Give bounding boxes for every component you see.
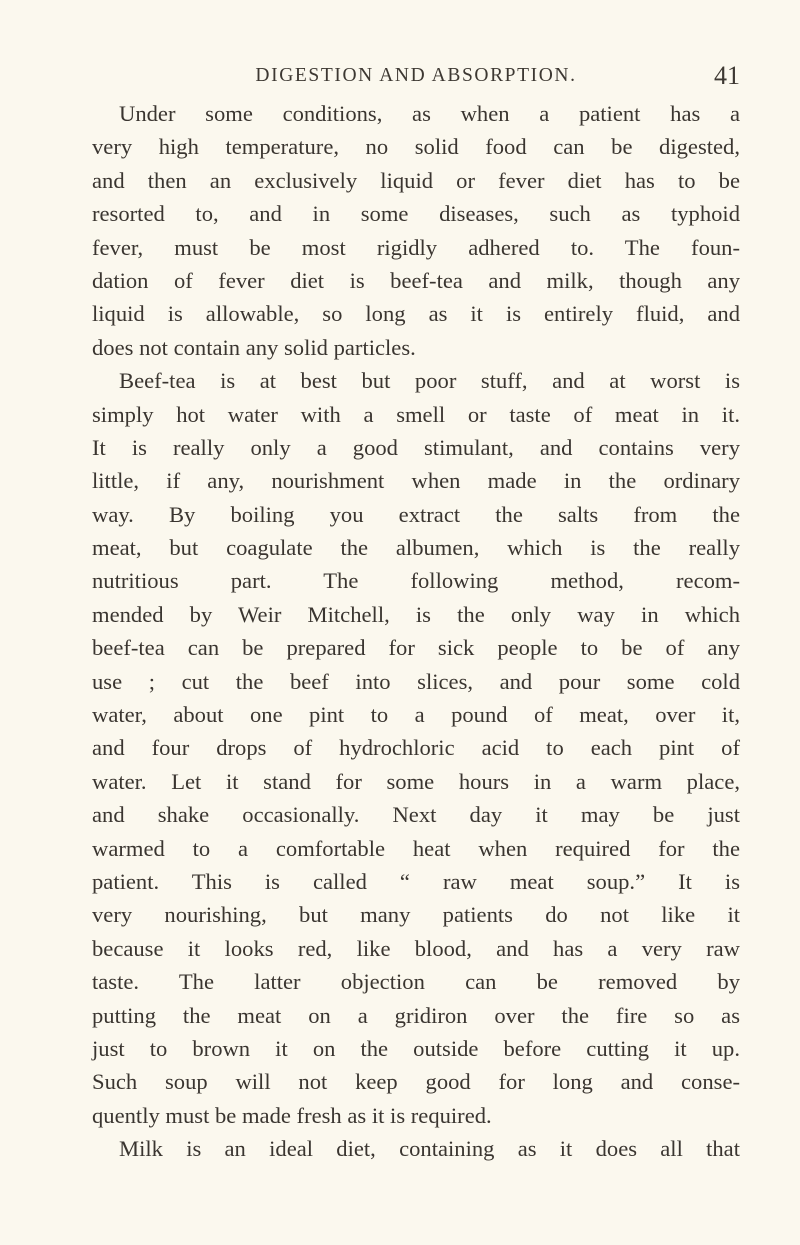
text-line: little, if any, nourishment when made in the ordinary [92, 468, 740, 494]
text-line: water, about one pint to a pound of meat, over it, [92, 702, 740, 728]
text-line: Milk is an ideal diet, containing as it does all that [119, 1136, 740, 1162]
text-line: way. By boiling you extract the salts from the [92, 501, 740, 527]
text-line: Beef-tea is at best but poor stuff, and at worst is [119, 368, 740, 394]
text-line: quently must be made fresh as it is required. [92, 1102, 492, 1128]
running-head [92, 60, 740, 92]
text-line: and four drops of hydrochloric acid to each pint of [92, 735, 740, 761]
text-line: very nourishing, but many patients do not like it [92, 902, 740, 928]
text-line: beef-tea can be prepared for sick people to be of any [92, 635, 740, 661]
text-line: and shake occasionally. Next day it may be just [92, 802, 740, 828]
body-text [92, 97, 740, 1166]
text-line: use ; cut the beef into slices, and pour some cold [92, 668, 740, 694]
text-line: and then an exclusively liquid or fever diet has to be [92, 167, 740, 193]
running-title: DIGESTION AND ABSORPTION. [255, 65, 577, 86]
text-line: fever, must be most rigidly adhered to. The foun- [92, 234, 740, 260]
text-line: resorted to, and in some diseases, such as typhoid [92, 201, 740, 227]
text-line: putting the meat on a gridiron over the fire so as [92, 1002, 740, 1028]
text-line: very high temperature, no solid food can be digested, [92, 134, 740, 160]
text-line: patient. This is called “ raw meat soup.” It is [92, 868, 740, 894]
text-line: warmed to a comfortable heat when required for the [92, 835, 740, 861]
text-line: taste. The latter objection can be removed by [92, 969, 740, 995]
text-line: Under some conditions, as when a patient has a [119, 101, 740, 126]
text-line: mended by Weir Mitchell, is the only way in which [92, 601, 740, 627]
text-line: liquid is allowable, so long as it is entirely fluid, and [92, 301, 740, 327]
text-line: because it looks red, like blood, and has a very raw [92, 935, 740, 961]
text-line: water. Let it stand for some hours in a warm place, [92, 768, 740, 794]
page-number: 41 [714, 61, 740, 90]
text-line: nutritious part. The following method, recom- [92, 568, 740, 594]
text-line: It is really only a good stimulant, and contains very [92, 434, 740, 460]
text-line: does not contain any solid particles. [92, 334, 416, 360]
text-line: Such soup will not keep good for long and conse- [92, 1069, 740, 1095]
text-line: dation of fever diet is beef-tea and milk, though any [92, 267, 740, 293]
text-line: meat, but coagulate the albumen, which is the really [92, 535, 740, 561]
text-line: just to brown it on the outside before cutting it up. [92, 1035, 740, 1061]
text-line: simply hot water with a smell or taste of meat in it. [92, 401, 740, 427]
